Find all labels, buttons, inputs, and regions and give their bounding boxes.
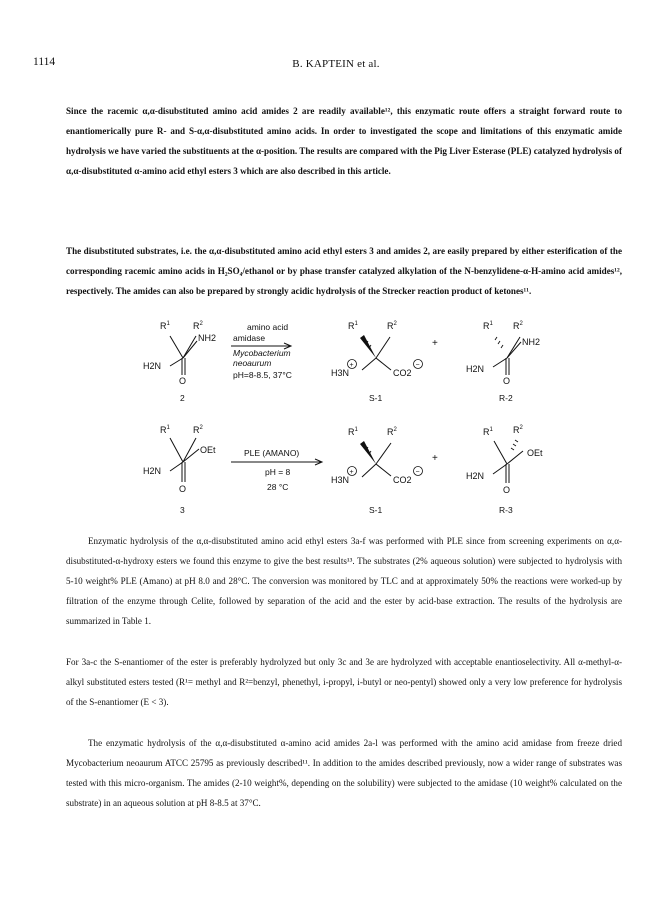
- paragraph-5: The enzymatic hydrolysis of the α,α-disubstituted α-amino acid amides 2a-l was performed with the amino acid amidase from freeze dried Mycobacterium neoaurum ATCC 25795 as previously described¹¹. In addition to the amides described previously, now a wider range of substrates was tested with this micro-organism. The amides (2-10 weight%, depending on the solubility) were subjected to the amidase (10 weight% calculated on the substrate) in an aqueous solution at pH 8-8.5 at 37°C.: [66, 738, 622, 808]
- svg-text:+: +: [349, 469, 354, 476]
- cond2-line1: PLE (AMANO): [244, 448, 300, 458]
- cond1-line5: pH=8-8.5, 37°C: [233, 370, 292, 380]
- svg-text:−: −: [415, 362, 420, 369]
- wedge-bond: [360, 335, 376, 358]
- structure-amide-2: [170, 336, 197, 375]
- label-r3: R-3: [499, 505, 513, 515]
- r2-h2n: H2N: [466, 364, 485, 374]
- s1b-co2: CO2: [393, 475, 412, 485]
- s1b-r1: $R^1$: [348, 427, 358, 437]
- cond1-line2: amidase: [233, 333, 266, 343]
- r2-o: O: [503, 376, 511, 386]
- structure-s1-acid: [362, 337, 391, 370]
- r3-r1: $R^1$: [483, 427, 493, 437]
- amide-o: O: [179, 376, 187, 386]
- label-s1-a: S-1: [369, 393, 383, 403]
- reaction-arrow-2: [231, 459, 322, 465]
- r3-o: O: [503, 485, 511, 495]
- ester-o: O: [179, 484, 187, 494]
- cond2-line3: 28 °C: [267, 482, 289, 492]
- r3-r2: $R^2$: [513, 425, 523, 435]
- amide-r2: $R^2$: [193, 321, 203, 331]
- s1-r2: $R^2$: [387, 321, 397, 331]
- structure-ester-3: [170, 438, 199, 482]
- s1-h3n: H3N: [331, 368, 350, 378]
- plus-1: +: [432, 338, 438, 349]
- r2-r1: $R^1$: [483, 321, 493, 331]
- s1b-h3n: H3N: [331, 475, 350, 485]
- svg-text:−: −: [415, 469, 420, 476]
- ester-r2: $R^2$: [193, 425, 203, 435]
- structure-r3-ester: [493, 441, 523, 483]
- label-2: 2: [180, 393, 185, 403]
- svg-text:+: +: [349, 362, 354, 369]
- r2-nh2: NH2: [522, 337, 541, 347]
- label-r2: R-2: [499, 393, 513, 403]
- ester-h2n: H2N: [143, 466, 162, 476]
- ester-oet: OEt: [200, 445, 216, 455]
- running-head: B. KAPTEIN et al.: [292, 58, 380, 70]
- paragraph-3: Enzymatic hydrolysis of the α,α-disubstituted amino acid ethyl esters 3a-f was performed with PLE since from screening experiments on α,α-disubstituted-α-hydroxy esters we found this enzyme to give the best results¹³. The substrates (2% aqueous solution) were subjected to hydrolysis with 5-10 weight% PLE (Amano) at pH 8.0 and 28°C. The conversion was monitored by TLC and at approximately 50% the reactions were worked-up by filtration of the enzyme through Celite, followed by separation of the acid and the ester by acid-base extraction. The results of the hydrolysis are summarized in Table 1.: [66, 536, 622, 626]
- structure-s1-acid-2: [362, 443, 391, 477]
- structure-r2-amide: [493, 337, 521, 375]
- r3-oet: OEt: [527, 448, 543, 458]
- cond1-line1: amino acid: [247, 322, 289, 332]
- amide-nh2: NH2: [198, 333, 217, 343]
- cond2-line2: pH = 8: [265, 467, 291, 477]
- amide-h2n: H2N: [143, 361, 162, 371]
- amide-r1: $R^1$: [160, 321, 170, 331]
- label-3: 3: [180, 505, 185, 515]
- page-number: 1114: [33, 56, 56, 68]
- s1b-r2: $R^2$: [387, 427, 397, 437]
- r3-h2n: H2N: [466, 471, 485, 481]
- paragraph-2: The disubstituted substrates, i.e. the α,α-disubstituted amino acid ethyl esters 3 and amides 2, are easily prepared by either esterification of the corresponding racemic amino acids in H₂SO₄/ethanol or by phase transfer catalyzed alkylation of the N-benzylidene-α-H-amino acid amides¹², respectively. The amides can also be prepared by strongly acidic hydrolysis of the Strecker reaction product of ketones¹¹.: [66, 246, 622, 296]
- reaction-arrow-1: [231, 343, 291, 349]
- s1-r1: $R^1$: [348, 321, 358, 331]
- ester-r1: $R^1$: [160, 425, 170, 435]
- label-s1-b: S-1: [369, 505, 383, 515]
- paragraph-1: Since the racemic α,α-disubstituted amino acid amides 2 are readily available¹², this enzymatic route offers a straight forward route to enantiomerically pure R- and S-α,α-disubstituted amino acids. In order to investigated the scope and limitations of this enzymatic amide hydrolysis we have varied the substituents at the α-position. The results are compared with the Pig Liver Esterase (PLE) catalyzed hydrolysis of α,α-disubstituted α-amino acid ethyl esters 3 which are also described in this article.: [66, 106, 622, 176]
- s1-co2: CO2: [393, 368, 412, 378]
- paragraph-4: For 3a-c the S-enantiomer of the ester is preferably hydrolyzed but only 3c and 3e are hydrolyzed with acceptable enantioselectivity. All α-methyl-α-alkyl substituted esters tested (R¹= methyl and R²=benzyl, phenethyl, i-propyl, i-butyl or neo-pentyl) showed only a very low preference for hydrolysis of the S-enantiomer (E < 3).: [66, 657, 622, 707]
- cond1-line3: Mycobacterium: [233, 348, 291, 358]
- r2-r2: $R^2$: [513, 321, 523, 331]
- plus-2: +: [432, 453, 438, 464]
- cond1-line4: neoaurum: [233, 358, 272, 368]
